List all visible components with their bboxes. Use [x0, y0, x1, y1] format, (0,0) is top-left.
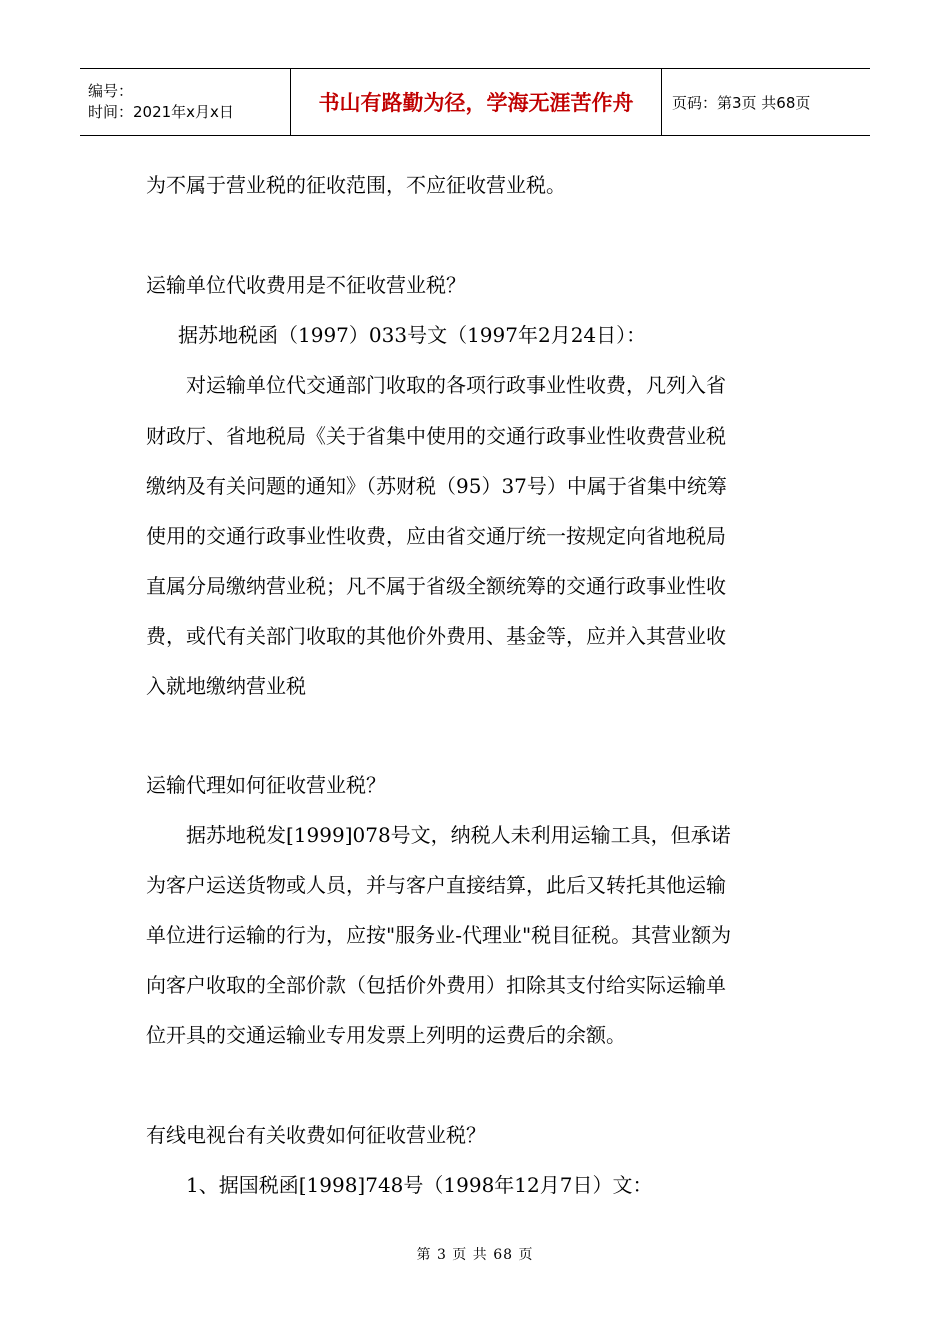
section-heading: 有线电视台有关收费如何征收营业税？: [146, 1123, 486, 1147]
body-line: 对运输单位代交通部门收取的各项行政事业性收费，凡列入省: [186, 373, 726, 397]
body-line: 直属分局缴纳营业税；凡不属于省级全额统筹的交通行政事业性收: [146, 574, 726, 598]
body-line: 单位进行运输的行为，应按"服务业-代理业"税目征税。其营业额为: [146, 923, 732, 947]
header-page-info: 页码：第3页 共68页: [662, 69, 871, 136]
body-line: 据苏地税发[1999]078号文，纳税人未利用运输工具，但承诺: [186, 823, 731, 847]
section-heading: 运输代理如何征收营业税？: [146, 773, 386, 797]
body-line: 1、据国税函[1998]748号（1998年12月7日）文：: [186, 1173, 653, 1197]
body-line: 缴纳及有关问题的通知》（苏财税（95）37号）中属于省集中统筹: [146, 474, 727, 498]
body-line: 据苏地税函（1997）033号文（1997年2月24日）：: [178, 323, 647, 347]
body-line: 位开具的交通运输业专用发票上列明的运费后的余额。: [146, 1023, 626, 1047]
body-line: 入就地缴纳营业税: [146, 674, 306, 698]
body-line: 费，或代有关部门收取的其他价外费用、基金等，应并入其营业收: [146, 624, 726, 648]
section-heading: 运输单位代收费用是不征收营业税？: [146, 273, 466, 297]
header-time: 时间：2021年x月x日: [88, 103, 234, 121]
body-line: 财政厅、省地税局《关于省集中使用的交通行政事业性收费营业税: [146, 424, 726, 448]
header-number: 编号：: [88, 82, 134, 100]
page-header: [80, 68, 870, 136]
header-motto: 书山有路勤为径，学海无涯苦作舟: [291, 69, 662, 136]
body-line: 使用的交通行政事业性收费，应由省交通厅统一按规定向省地税局: [146, 524, 726, 548]
header-meta: [80, 69, 291, 136]
body-line: 向客户收取的全部价款（包括价外费用）扣除其支付给实际运输单: [146, 973, 726, 997]
body-line: 为客户运送货物或人员，并与客户直接结算，此后又转托其他运输: [146, 873, 726, 897]
page-footer: 第 3 页 共 68 页: [416, 1247, 534, 1263]
body-line: 为不属于营业税的征收范围，不应征收营业税。: [146, 173, 566, 197]
